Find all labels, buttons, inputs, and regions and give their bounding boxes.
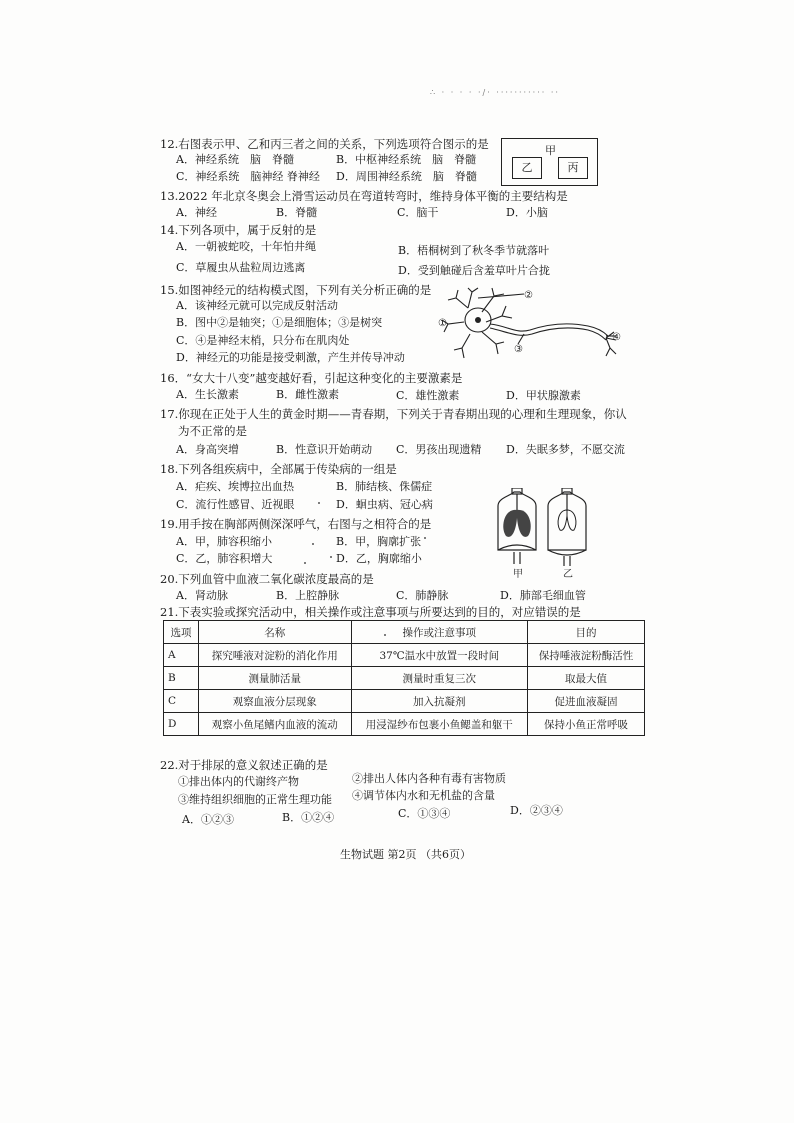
scan-speck	[318, 502, 320, 504]
q13-option-b: B．脊髓	[276, 206, 318, 219]
q19-option-c: C．乙，肺容积增大	[176, 552, 273, 565]
table-cell: 探究唾液对淀粉的消化作用	[199, 644, 352, 667]
q22-option-b: B．①②④	[282, 811, 335, 824]
q21-stem: 21.下表实验或探究活动中，相关操作或注意事项与所要达到的目的，对应错误的是	[160, 605, 581, 619]
q12-stem: 12.右图表示甲、乙和丙三者之间的关系，下列选项符合图示的是	[160, 137, 489, 151]
q16-option-d: D．甲状腺激素	[506, 389, 581, 402]
q13-option-d: D．小脑	[506, 206, 548, 219]
q18-option-b: B．肺结核、侏儒症	[336, 480, 433, 493]
diagram-label-jia: 甲	[545, 144, 556, 157]
breathing-model-diagram	[492, 488, 592, 580]
q22-statement-3: ③维持组织细胞的正常生理功能	[178, 793, 332, 806]
q22-option-c: C．①③④	[398, 807, 451, 820]
table-row	[164, 713, 645, 736]
q17-stem-cont: 为不正常的是	[178, 424, 247, 438]
q20-stem: 20.下列血管中血液二氧化碳浓度最高的是	[160, 572, 374, 586]
q15-option-c: C．④是神经末梢，只分布在肌肉处	[176, 334, 350, 347]
q22-stem: 22.对于排尿的意义叙述正确的是	[160, 758, 328, 772]
table-cell: 取最大值	[527, 667, 644, 690]
q14-option-c: C．草履虫从盐粒周边逃离	[176, 261, 306, 274]
neuron-label-1: ①	[438, 318, 447, 329]
q22-option-a: A．①②③	[182, 813, 234, 826]
scan-speck	[312, 543, 314, 545]
q17-option-d: D．失眠多梦，不愿交流	[506, 443, 625, 456]
q18-option-d: D．蛔虫病、冠心病	[336, 498, 433, 511]
q12-option-c: C．神经系统 脑神经 脊神经	[176, 170, 320, 183]
q14-stem: 14.下列各项中，属于反射的是	[160, 223, 317, 237]
table-cell: 测量时重复三次	[351, 667, 527, 690]
q20-option-b: B．上腔静脉	[276, 589, 340, 602]
q16-option-c: C．雄性激素	[396, 389, 460, 402]
q19-stem: 19.用手按在胸部两侧深深呼气，右图与之相符合的是	[160, 517, 432, 531]
page-footer: 生物试题 第2页 （共6页）	[340, 848, 471, 861]
table-cell: 用浸湿纱布包裹小鱼鳃盖和躯干	[351, 713, 527, 736]
table-cell: A	[164, 644, 199, 667]
q13-option-c: C．脑干	[397, 206, 439, 219]
q13-stem: 13.2022 年北京冬奥会上滑雪运动员在弯道转弯时，维持身体平衡的主要结构是	[160, 189, 568, 203]
table-cell: 测量肺活量	[199, 667, 352, 690]
table-cell: 促进血液凝固	[527, 690, 644, 713]
q21-experiment-table	[163, 620, 645, 736]
q14-option-b: B．梧桐树到了秋冬季节就落叶	[398, 244, 550, 257]
q18-option-a: A．疟疾、埃博拉出血热	[176, 480, 294, 493]
neuron-label-2: ②	[524, 290, 533, 301]
table-header: 操作或注意事项	[351, 621, 527, 644]
table-cell: 保持唾液淀粉酶活性	[527, 644, 644, 667]
q12-option-d: D．周围神经系统 脑 脊髓	[336, 170, 477, 183]
breathing-label-yi: 乙	[563, 569, 573, 580]
table-cell: C	[164, 690, 199, 713]
q17-option-c: C．男孩出现遗精	[396, 443, 482, 456]
neuron-label-4: ④	[612, 332, 621, 343]
table-row	[164, 667, 645, 690]
q16-option-b: B．雌性激素	[276, 388, 340, 401]
scan-speck	[304, 562, 306, 564]
q19-option-b: B．甲，胸廓扩张	[336, 535, 422, 548]
q20-option-d: D．肺部毛细血管	[500, 589, 586, 602]
scan-speck	[330, 556, 332, 558]
q12-option-b: B．中枢神经系统 脑 脊髓	[336, 153, 477, 166]
q17-option-a: A．身高突增	[176, 443, 239, 456]
neuron-diagram	[438, 286, 626, 362]
breathing-label-jia: 甲	[513, 569, 523, 580]
q15-option-d: D．神经元的功能是接受刺激，产生并传导冲动	[176, 351, 405, 364]
q22-statement-4: ④调节体内水和无机盐的含量	[352, 789, 495, 802]
q19-option-a: A．甲，肺容积缩小	[176, 535, 272, 548]
q14-option-d: D．受到触碰后含羞草叶片合拢	[398, 264, 550, 277]
q13-option-a: A．神经	[176, 206, 217, 219]
table-header: 目的	[527, 621, 644, 644]
q18-stem: 18.下列各组疾病中，全部属于传染病的一组是	[160, 462, 397, 476]
diagram-box-yi: 乙	[512, 157, 542, 179]
table-cell: 保持小鱼正常呼吸	[527, 713, 644, 736]
scan-speck	[384, 634, 386, 636]
q22-statement-2: ②排出人体内各种有毒有害物质	[352, 772, 506, 785]
q16-stem: 16．“女大十八变”越变越好看，引起这种变化的主要激素是	[160, 371, 463, 385]
q15-option-b: B．图中②是轴突；①是细胞体；③是树突	[176, 316, 383, 329]
q15-option-a: A．该神经元就可以完成反射活动	[176, 299, 338, 312]
table-cell: 观察小鱼尾鳍内血液的流动	[199, 713, 352, 736]
table-cell: B	[164, 667, 199, 690]
table-row	[164, 644, 645, 667]
table-header: 名称	[199, 621, 352, 644]
q16-option-a: A．生长激素	[176, 388, 239, 401]
q19-option-d: D．乙，胸廓缩小	[336, 552, 422, 565]
q12-option-a: A．神经系统 脑 脊髓	[176, 153, 294, 166]
q20-option-c: C．肺静脉	[396, 589, 449, 602]
q18-option-c: C．流行性感冒、近视眼	[176, 498, 295, 511]
q17-stem: 17.你现在正处于人生的黄金时期——青春期，下列关于青春期出现的心理和生理现象，你认	[160, 407, 627, 421]
table-cell: 37℃温水中放置一段时间	[351, 644, 527, 667]
table-cell: 加入抗凝剂	[351, 690, 527, 713]
q12-relationship-diagram	[501, 138, 598, 186]
scan-speck	[424, 537, 426, 539]
neuron-label-3: ③	[514, 344, 523, 355]
diagram-box-bing: 丙	[558, 157, 588, 179]
table-cell: D	[164, 713, 199, 736]
table-row	[164, 690, 645, 713]
q20-option-a: A．肾动脉	[176, 589, 228, 602]
table-header-row	[164, 621, 645, 644]
table-header: 选项	[164, 621, 199, 644]
q15-stem: 15.如图神经元的结构模式图，下列有关分析正确的是	[160, 283, 432, 297]
table-cell: 观察血液分层现象	[199, 690, 352, 713]
q22-option-d: D．②③④	[510, 804, 563, 817]
scan-header-noise: ∴ · · · · ·/· ··········· ··	[430, 88, 560, 97]
q17-option-b: B．性意识开始萌动	[276, 443, 373, 456]
q14-option-a: A．一朝被蛇咬，十年怕井绳	[176, 240, 316, 253]
q22-statement-1: ①排出体内的代谢终产物	[178, 775, 299, 788]
